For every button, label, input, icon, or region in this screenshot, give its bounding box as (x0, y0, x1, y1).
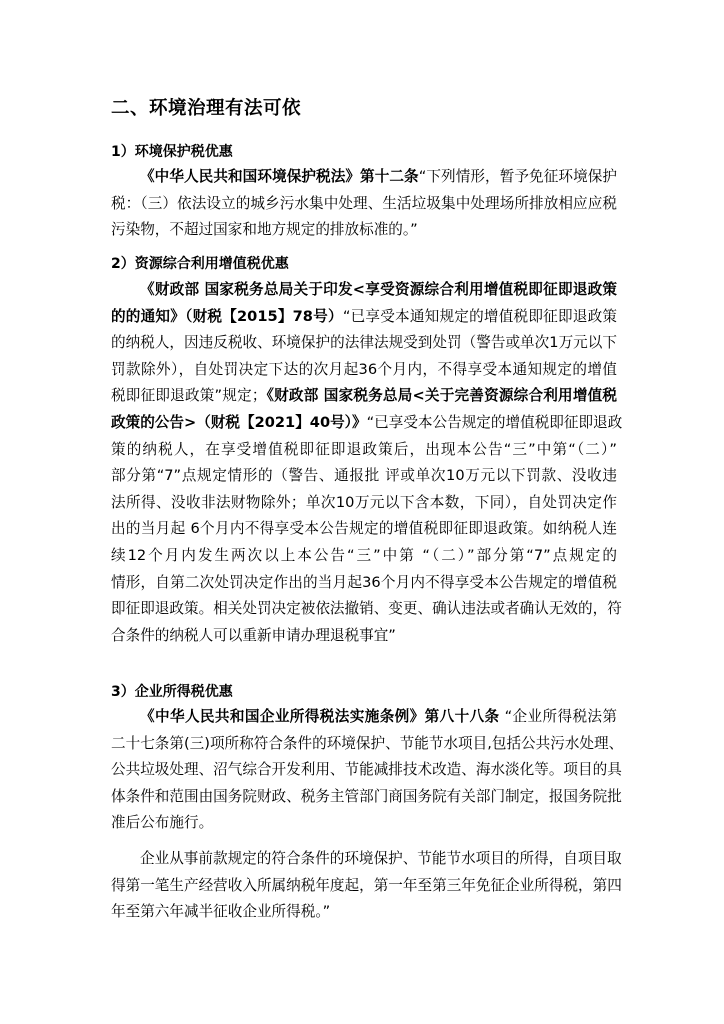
text-line: 税：（三）依法设立的城乡污水集中处理、生活垃圾集中处理场所排放相应应税 (111, 194, 617, 212)
text-line: 合条件的纳税人可以重新申请办理退税事宜” (111, 626, 396, 644)
text-line: 罚款除外），自处罚决定下达的次月起36个月内，不得享受本通知规定的增值 (111, 360, 617, 378)
section-title: 二、环境治理有法可依 (111, 98, 302, 119)
paragraph-vat-resource (111, 277, 623, 649)
text-line: 即征即退政策。相关处罚决定被依法撤销、变更、确认违法或者确认无效的，符 (111, 600, 622, 618)
text-line: 得第一笔生产经营收入所属纳税年度起，第一年至第三年免征企业所得税，第四 (111, 876, 622, 894)
law-citation: 《财政部 国家税务总局关于印发<享受资源综合利用增值税即征即退政策 (140, 281, 617, 298)
text-line: 情形，自第二次处罚决定作出的当月起36个月内不得享受本公告规定的增值税 (111, 573, 617, 591)
text-line: 的纳税人，因违反税收、环境保护的法律法规受到处罚（警告或单次1万元以下 (111, 334, 617, 352)
text-line: 出的当月起 6个月内不得享受本公告规定的增值税即征即退政策。如纳税人连 (111, 520, 617, 538)
text-line: 污染物，不超过国家和地方规定的排放标准的。” (111, 221, 418, 239)
law-citation: 《中华人民共和国环境保护税法》第十二条 (140, 168, 419, 185)
law-citation: 《中华人民共和国企业所得税法实施条例》第八十八条 (140, 708, 500, 725)
text-line: 年至第六年减半征收企业所得税。” (111, 903, 331, 921)
subsection-heading-2: 2）资源综合利用增值税优惠 (111, 256, 289, 272)
text-line: 法所得、没收非法财物除外；单次10万元以下含本数，下同），自处罚决定作 (111, 493, 617, 511)
text-line: 企业从事前款规定的符合条件的环境保护、节能节水项目的所得，自项目取 (140, 850, 622, 867)
paragraph-enterprise-income-tax (111, 704, 624, 837)
law-citation: 的的通知》（财税【2015】78号） (111, 307, 343, 325)
law-citation: 《财政部 国家税务总局<关于完善资源综合利用增值税 (266, 387, 617, 405)
text-line: 二十七条第(三)项所称符合条件的环境保护、节能节水项目,包括公共污水处理、 (111, 734, 624, 752)
text-line: “企业所得税法第 (499, 708, 617, 725)
paragraph-environmental-tax (111, 164, 617, 244)
text-line: “下列情形，暂予免征环境保护 (418, 168, 617, 185)
subsection-heading-3: 3）企业所得税优惠 (111, 684, 233, 700)
text-line: 准后公布施行。 (111, 814, 214, 832)
text-line: 体条件和范围由国务院财政、税务主管部门商国务院有关部门制定，报国务院批 (111, 787, 622, 805)
text-line: 策的纳税人，在享受增值税即征即退政策后，出现本公告“三”中第“（二）” (111, 440, 617, 458)
text-line: 公共垃圾处理、沼气综合开发利用、节能减排技术改造、海水淡化等。项目的具 (111, 761, 622, 779)
paragraph-income-tax-exemption (111, 846, 622, 926)
law-citation: 政策的公告>（财税【2021】40号）》 (111, 413, 367, 431)
text-line: “已享受本公告规定的增值税即征即退政 (366, 413, 623, 431)
text-line: 税即征即退政策”规定； (111, 387, 267, 405)
text-line: 部分第“7”点规定情形的（警告、通报批 评或单次10万元以下罚款、没收违 (111, 467, 617, 485)
text-line: 续12个月内发生两次以上本公告“三”中第 “（二）”部分第“7”点规定的 (111, 546, 617, 564)
subsection-heading-1: 1）环境保护税优惠 (111, 144, 233, 160)
text-line: “已享受本通知规定的增值税即征即退政策 (342, 307, 617, 325)
